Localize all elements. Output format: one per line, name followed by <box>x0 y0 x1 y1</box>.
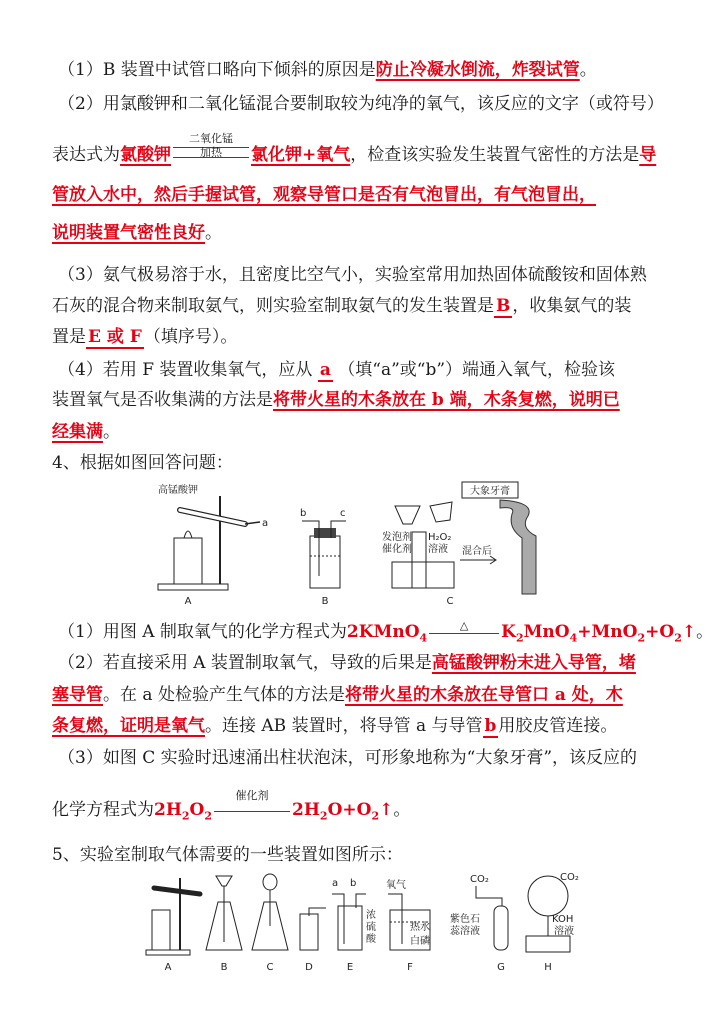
q3-p2-answer-2: 管放入水中，然后手握试管，观察导管口是否有气泡冒出，有气泡冒出， <box>52 185 596 205</box>
q3-part3-line1 <box>58 263 647 287</box>
condition-heat: △ <box>459 619 469 632</box>
label-white-phosphorus: 白磷 <box>410 936 430 947</box>
q5-apparatus-f <box>386 878 430 973</box>
q3-p2-reactant: 氯酸钾 <box>120 145 171 165</box>
arrow-line <box>429 633 499 634</box>
q3-p4-answer-3: 经集满 <box>52 422 103 442</box>
q3-p2-product: 氯化钾+氧气 <box>251 145 351 165</box>
q3-part1 <box>58 58 597 82</box>
q3-part2-line1 <box>58 92 664 116</box>
label-A: A <box>164 962 172 973</box>
eq-term: O+O <box>327 800 372 820</box>
eq-term: O <box>189 800 205 820</box>
eq-term: 2KMnO <box>346 622 420 642</box>
label-conc2: 硫 <box>366 922 376 933</box>
eq-sub: 4 <box>569 631 578 645</box>
q4-p3-eq-left <box>154 800 213 823</box>
label-H: H <box>544 962 552 973</box>
q3-part3-line3 <box>52 325 237 349</box>
q3-p4-text: （4）若用 F 装置收集氧气，应从 <box>58 360 313 380</box>
punct: 。 <box>393 800 411 820</box>
label-litmus1: 紫色石 <box>450 914 480 925</box>
q4-title <box>52 451 233 475</box>
q3-part4-line3 <box>52 420 120 444</box>
eq-term: 2H <box>154 800 182 820</box>
q4-p2-text-b: 。在 a 处检验产生气体的方法是 <box>103 685 345 705</box>
q3-p4-answer-2: 将带火星的木条放在 b 端，木条复燃，说明已 <box>273 390 620 410</box>
label-after-mix: 混合后 <box>462 546 492 557</box>
reaction-arrow <box>171 132 251 167</box>
flame <box>184 531 192 538</box>
q4-p2-answer-3: 将带火星的木条放在导管口 a 处，木 <box>344 685 623 705</box>
q5-title <box>52 843 403 867</box>
q4-p3-text-b: 化学方程式为 <box>52 800 154 820</box>
q3-p1-answer: 防止冷凝水倒流，炸裂试管 <box>375 60 580 80</box>
label-G: G <box>497 962 505 973</box>
apparatus-a <box>158 483 268 607</box>
label-conc1: 浓 <box>366 910 376 921</box>
label-C: C <box>266 962 274 973</box>
reaction-arrow <box>212 789 292 822</box>
q4-part2-line3 <box>52 714 617 738</box>
lamp <box>152 910 170 950</box>
q3-p2-text-b: 表达式为 <box>52 145 120 165</box>
q3-p3-text-e: （填序号）。 <box>143 327 238 347</box>
base <box>146 950 190 955</box>
gas-bottle <box>310 536 340 588</box>
q5-apparatus-c <box>252 874 288 973</box>
q3-p2-answer-3: 说明装置气密性良好 <box>52 223 205 243</box>
eq-term: K <box>501 622 516 642</box>
label-co2: CO₂ <box>470 874 489 885</box>
label-B: B <box>220 962 228 973</box>
eq-term: +O <box>645 622 675 642</box>
eq-sub: 2 <box>371 809 380 823</box>
label-hot-water: 热水 <box>410 922 430 933</box>
foam-column <box>500 500 536 594</box>
q4-p2-answer-4: 条复燃，证明是氧气 <box>52 716 205 736</box>
label-foam: 发泡剂 <box>382 532 412 543</box>
q4-p3-text: （3）如图 C 实验时迅速涌出柱状泡沫，可形象地称为“大象牙膏”，该反应的 <box>58 748 638 768</box>
label-a: a <box>262 518 269 529</box>
eq-term: MnO <box>523 622 570 642</box>
q5-apparatus-b <box>206 876 242 973</box>
q5-apparatus-d <box>300 908 326 973</box>
eq-sub: 2 <box>515 631 524 645</box>
gas-arrow: ↑ <box>681 622 697 642</box>
label-litmus2: 蕊溶液 <box>450 926 480 937</box>
gas-arrow: ↑ <box>379 800 394 820</box>
q5-figure <box>140 866 590 978</box>
punct: 。 <box>579 60 597 80</box>
q5-apparatus-a <box>146 878 200 973</box>
q3-part4-line1 <box>58 358 615 382</box>
apparatus-b <box>300 508 346 607</box>
q3-part2-line4 <box>52 221 222 245</box>
alcohol-lamp <box>174 538 202 584</box>
label-A: A <box>184 596 192 607</box>
label-oxygen: 氧气 <box>386 880 406 891</box>
q4-part1 <box>58 620 713 650</box>
q3-part4-line2 <box>52 388 620 412</box>
q3-p3-text-d: 置是 <box>52 327 86 347</box>
eq-term: +MnO <box>577 622 638 642</box>
label-b: b <box>350 878 357 889</box>
label-D: D <box>305 962 313 973</box>
q3-p2-text: （2）用氯酸钾和二氧化锰混合要制取较为纯净的氧气，该反应的文字（或符号） <box>58 94 664 114</box>
label-h2o2: H₂O₂ <box>428 532 452 543</box>
q4-p2-text-d: 用胶皮管连接。 <box>498 716 618 736</box>
q4-title-text: 4、根据如图回答问题： <box>52 453 233 473</box>
label-c: c <box>340 508 346 519</box>
q4-p2-text: （2）若直接采用 A 装置制取氧气，导致的后果是 <box>58 653 432 673</box>
eq-term: 2H <box>292 800 320 820</box>
q4-p3-eq-right <box>292 800 394 823</box>
tube <box>154 888 200 894</box>
basin <box>526 936 570 952</box>
q3-p2-answer-1: 导 <box>639 145 657 165</box>
q3-p3-answer-2: E 或 F <box>88 327 142 347</box>
eq-sub: 2 <box>181 809 190 823</box>
q3-p4-text-b: （填“a”或“b”）端通入氧气，检验该 <box>338 360 616 380</box>
q3-p3-text-c: ，收集氨气的装 <box>512 296 632 316</box>
label-koh1: KOH <box>552 914 574 925</box>
q4-p1-eq-right <box>501 622 697 645</box>
label-toothpaste: 大象牙膏 <box>470 486 510 497</box>
q4-p1-text: （1）用图 A 制取氧气的化学方程式为 <box>58 622 347 642</box>
separatory-funnel <box>263 874 277 890</box>
label-E: E <box>346 962 354 973</box>
q3-p2-text-c: ，检查该实验发生装置气密性的方法是 <box>350 145 640 165</box>
q4-part2-line1 <box>58 651 636 675</box>
label-co2-h: CO₂ <box>560 872 579 883</box>
label-C: C <box>446 596 454 607</box>
eq-sub: 2 <box>674 631 682 645</box>
q3-p3-answer-1: B <box>496 296 511 316</box>
q3-p4-text-c: 装置氧气是否收集满的方法是 <box>52 390 273 410</box>
label-F: F <box>407 962 413 973</box>
q4-p2-answer-5: b <box>484 716 497 736</box>
beaker-left <box>395 506 420 524</box>
arrow-line <box>173 157 249 158</box>
q4-p1-eq-left <box>346 622 428 645</box>
punct: 。 <box>696 622 714 642</box>
q3-p3-text-b: 石灰的混合物来制取氨气，则实验室制取氨气的发生装置是 <box>52 296 494 316</box>
eq-sub: 2 <box>319 809 328 823</box>
eq-sub: 2 <box>204 809 213 823</box>
cylinder-c <box>412 532 426 588</box>
q5-title-text: 5、实验室制取气体需要的一些装置如图所示： <box>52 845 403 865</box>
q5-apparatus-h <box>526 872 579 973</box>
arrow-line <box>214 811 290 812</box>
funnel <box>216 876 232 886</box>
eq-sub: 4 <box>419 631 428 645</box>
q3-p1-text: （1）B 装置中试管口略向下倾斜的原因是 <box>58 60 376 80</box>
condition-top: 二氧化锰 <box>189 132 233 145</box>
label-koh2: 溶液 <box>554 926 574 937</box>
q4-part3-line2 <box>52 789 411 828</box>
q4-figure <box>150 476 570 611</box>
punct: 。 <box>103 422 120 442</box>
q4-part3-line1 <box>58 746 637 770</box>
test-tube-inner <box>180 510 245 524</box>
q3-part2-line2 <box>52 132 657 167</box>
punct: 。 <box>205 223 222 243</box>
q4-part2-line2 <box>52 683 623 707</box>
stand-base <box>158 584 228 590</box>
q3-p4-answer-1: a <box>319 360 331 380</box>
label-conc3: 酸 <box>366 934 376 945</box>
label-kmno4: 高锰酸钾 <box>158 485 198 496</box>
q3-p3-text: （3）氨气极易溶于水，且密度比空气小，实验室常用加热固体硫酸铵和固体熟 <box>58 265 647 285</box>
label-a: a <box>332 878 339 889</box>
beaker-right <box>430 502 452 522</box>
label-solution: 溶液 <box>428 544 448 555</box>
label-catalyst: 催化剂 <box>382 544 412 555</box>
condition-catalyst: 催化剂 <box>235 789 269 802</box>
reaction-arrow <box>427 620 501 644</box>
apparatus-c <box>382 482 536 607</box>
q4-p2-answer-1: 高锰酸钾粉末进入导管，堵 <box>431 653 636 673</box>
q5-apparatus-g <box>450 874 508 973</box>
q4-p2-answer-2: 塞导管 <box>52 685 103 705</box>
label-B: B <box>321 596 329 607</box>
wash-bottle <box>338 906 362 950</box>
q3-part2-line3 <box>52 183 596 207</box>
eq-sub: 2 <box>637 631 646 645</box>
q4-p2-text-c: 。连接 AB 装置时，将导管 a 与导管 <box>205 716 483 736</box>
condition-bottom: 加热 <box>200 146 222 159</box>
label-b: b <box>300 508 307 519</box>
q3-part3-line2 <box>52 294 631 318</box>
bottle-stopper <box>314 528 336 538</box>
test-tube <box>494 906 508 950</box>
test-tube <box>300 914 318 950</box>
q5-apparatus-e <box>332 878 377 973</box>
